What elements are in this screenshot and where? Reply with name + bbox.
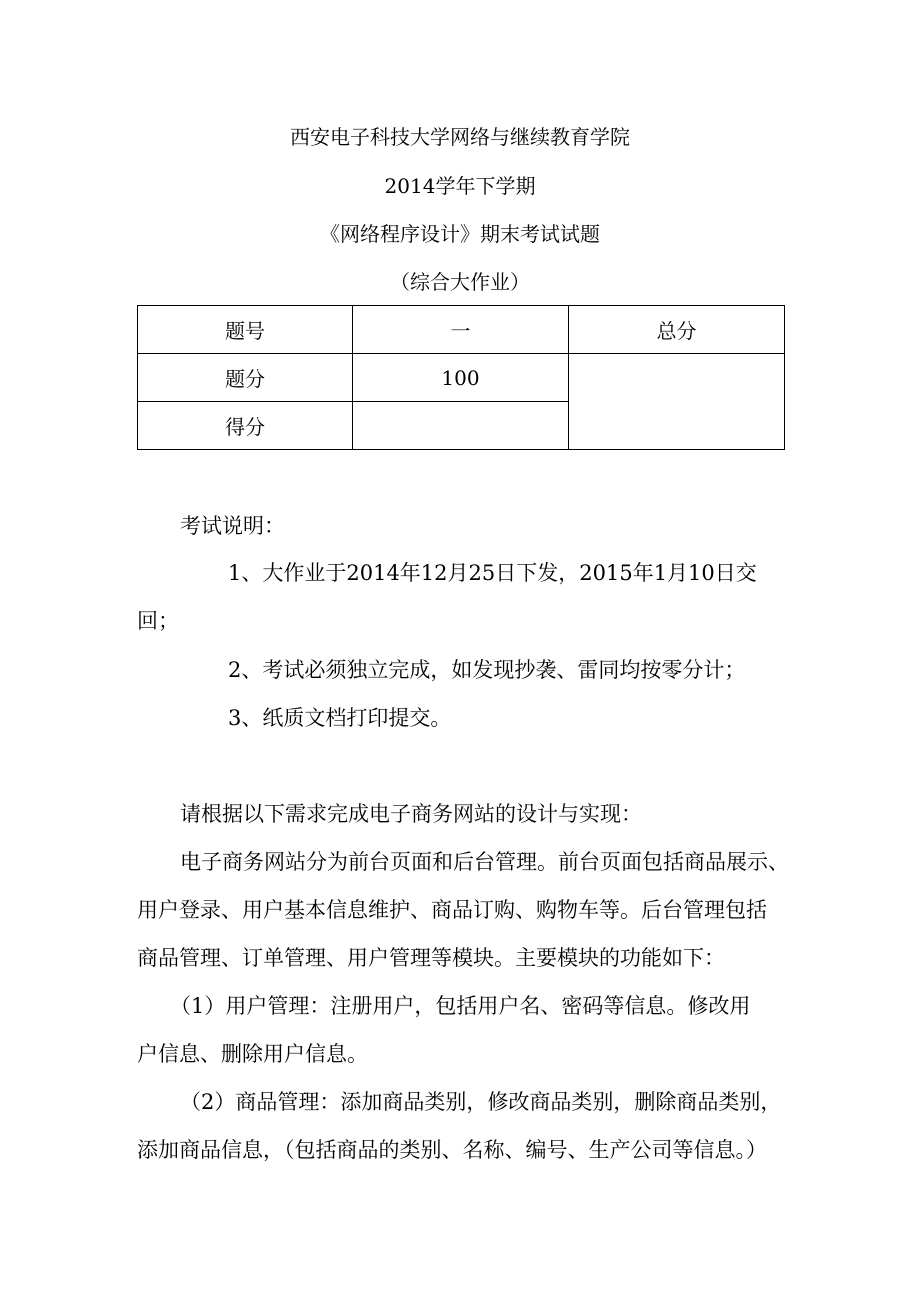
description-line-3: 商品管理、订单管理、用户管理等模块。主要模块的功能如下： [137,946,725,970]
instruction-item-1-cont: 回； [137,609,179,633]
question-points-label: 题分 [138,354,353,402]
question-number-value: 一 [353,306,569,354]
total-score-label: 总分 [569,306,785,354]
description-line-1: 电子商务网站分为前台页面和后台管理。前台页面包括商品展示、 [180,850,789,874]
instruction-item-3: 3、纸质文档打印提交。 [228,706,452,730]
instruction-item-1: 1、大作业于2014年12月25日下发，2015年1月10日交 [228,561,757,585]
question-number-label: 题号 [138,306,353,354]
module-item-2-cont: 添加商品信息，（包括商品的类别、名称、编号、生产公司等信息。） [137,1138,767,1162]
exam-title: 《网络程序设计》期末考试试题 [320,222,600,246]
module-item-2: （2）商品管理：添加商品类别，修改商品类别，删除商品类别， [180,1090,782,1114]
question-points-value: 100 [353,354,569,402]
table-row [138,354,785,402]
description-line-2: 用户登录、用户基本信息维护、商品订购、购物车等。后台管理包括 [137,898,767,922]
exam-type: （综合大作业） [390,270,530,294]
instructions-heading: 考试说明： [180,514,285,538]
task-intro: 请根据以下需求完成电子商务网站的设计与实现： [180,802,642,826]
term-title: 2014学年下学期 [384,174,536,198]
total-score-cell [569,354,785,450]
module-item-1: （1）用户管理：注册用户，包括用户名、密码等信息。修改用 [170,994,751,1018]
institution-title: 西安电子科技大学网络与继续教育学院 [290,125,630,149]
instruction-item-2: 2、考试必须独立完成，如发现抄袭、雷同均按零分计； [228,658,746,682]
score-table [137,305,785,450]
module-item-1-cont: 户信息、删除用户信息。 [137,1042,368,1066]
earned-score-label: 得分 [138,402,353,450]
table-row [138,306,785,354]
earned-score-value [353,402,569,450]
